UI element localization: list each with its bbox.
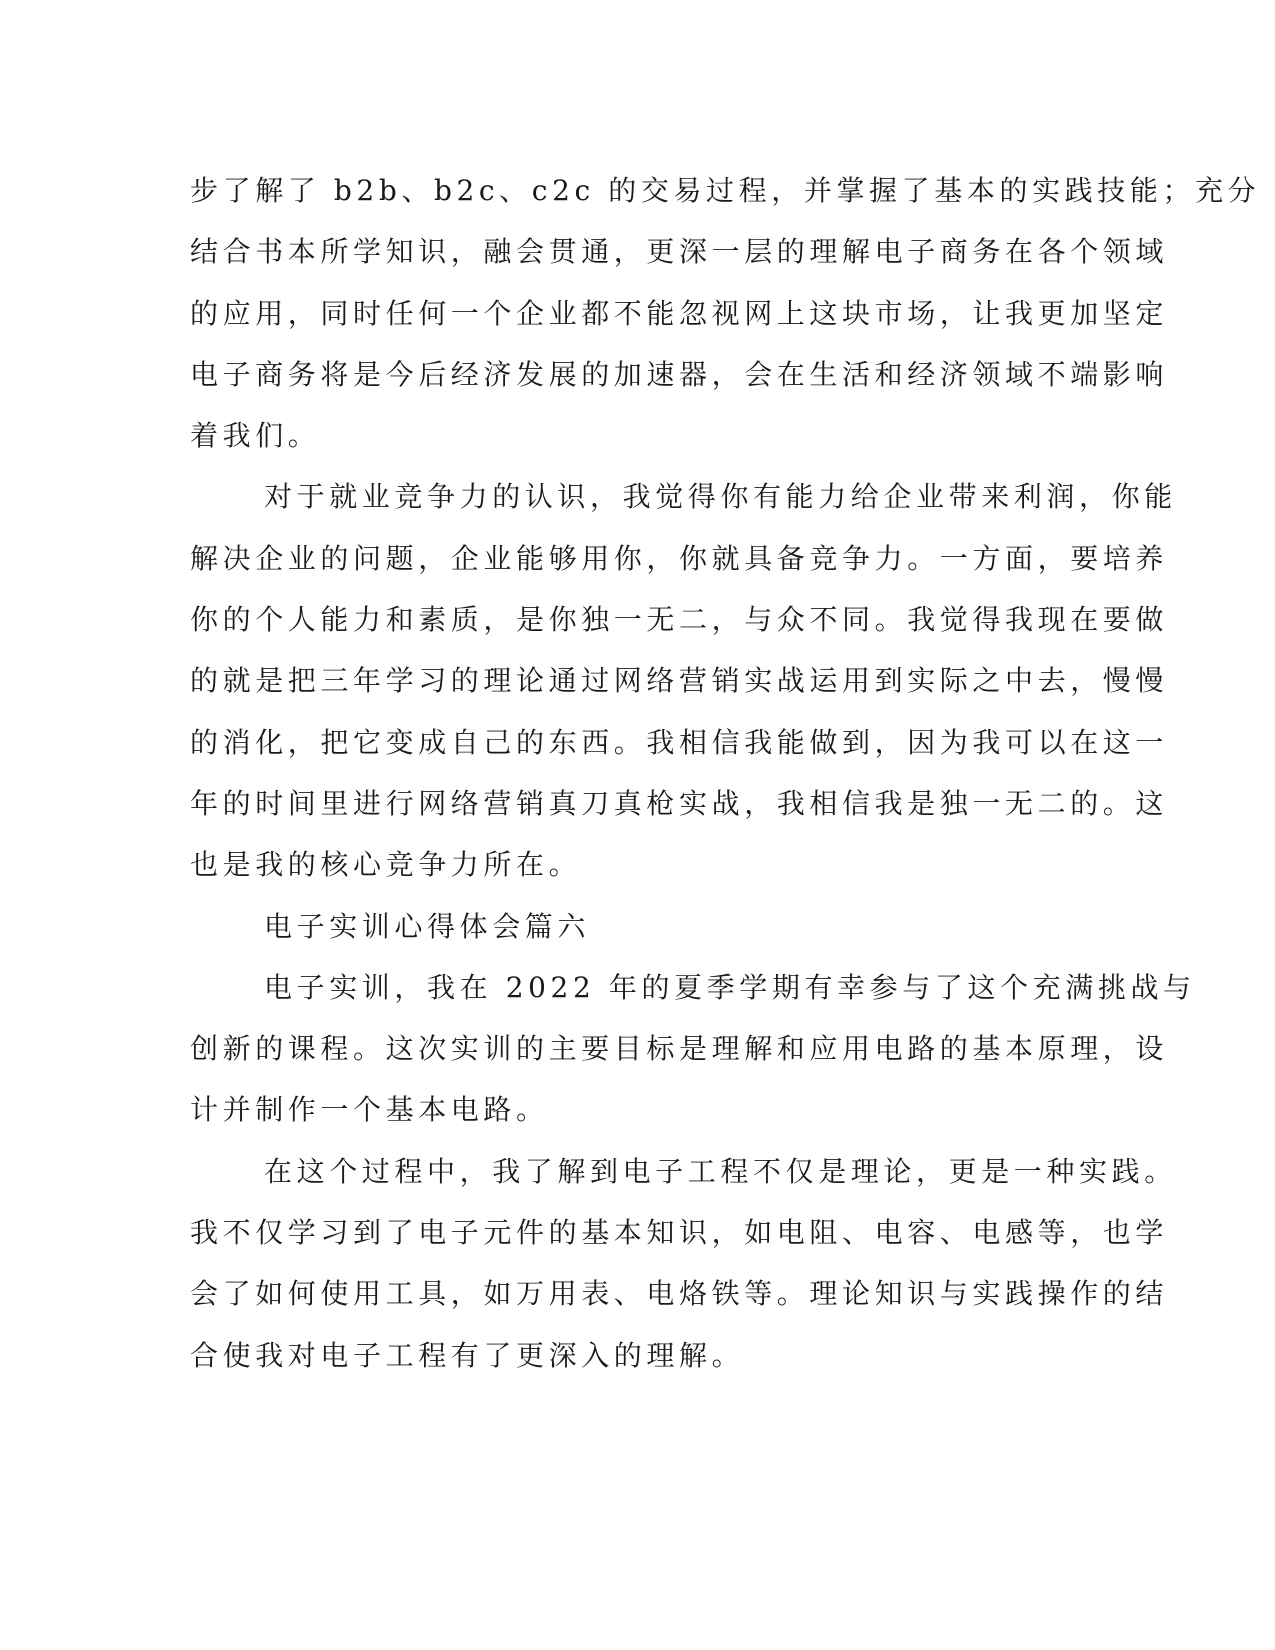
document-body [190, 160, 1261, 1386]
text-line: 也是我的核心竞争力所在。 [190, 848, 582, 882]
text-line: 合使我对电子工程有了更深入的理解。 [190, 1338, 745, 1372]
text-line: 结合书本所学知识，融会贯通，更深一层的理解电子商务在各个领域 [190, 235, 1169, 269]
text-line: 的应用，同时任何一个企业都不能忽视网上这块市场，让我更加坚定 [190, 296, 1169, 330]
text-line: 的就是把三年学习的理论通过网络营销实战运用到实际之中去，慢慢 [190, 664, 1169, 698]
text-line: 步了解了 b2b、b2c、c2c 的交易过程，并掌握了基本的实践技能；充分 [190, 174, 1261, 207]
text-line: 会了如何使用工具，如万用表、电烙铁等。理论知识与实践操作的结 [190, 1277, 1169, 1311]
text-line: 的消化，把它变成自己的东西。我相信我能做到，因为我可以在这一 [190, 725, 1169, 759]
section-heading: 电子实训心得体会篇六 [264, 909, 591, 943]
text-line: 你的个人能力和素质，是你独一无二，与众不同。我觉得我现在要做 [190, 603, 1169, 637]
text-line: 电子商务将是今后经济发展的加速器，会在生活和经济领域不端影响 [190, 357, 1169, 391]
text-line: 我不仅学习到了电子元件的基本知识，如电阻、电容、电感等，也学 [190, 1216, 1169, 1250]
text-line: 电子实训，我在 2022 年的夏季学期有幸参与了这个充满挑战与 [264, 970, 1196, 1004]
text-line: 在这个过程中，我了解到电子工程不仅是理论，更是一种实践。 [264, 1154, 1177, 1188]
text-line: 着我们。 [190, 419, 321, 453]
text-line: 解决企业的问题，企业能够用你，你就具备竞争力。一方面，要培养 [190, 541, 1169, 575]
text-line: 创新的课程。这次实训的主要目标是理解和应用电路的基本原理，设 [190, 1032, 1169, 1066]
text-line: 对于就业竞争力的认识，我觉得你有能力给企业带来利润，你能 [264, 480, 1177, 514]
text-line: 计并制作一个基本电路。 [190, 1093, 549, 1127]
text-line: 年的时间里进行网络营销真刀真枪实战，我相信我是独一无二的。这 [190, 786, 1169, 820]
